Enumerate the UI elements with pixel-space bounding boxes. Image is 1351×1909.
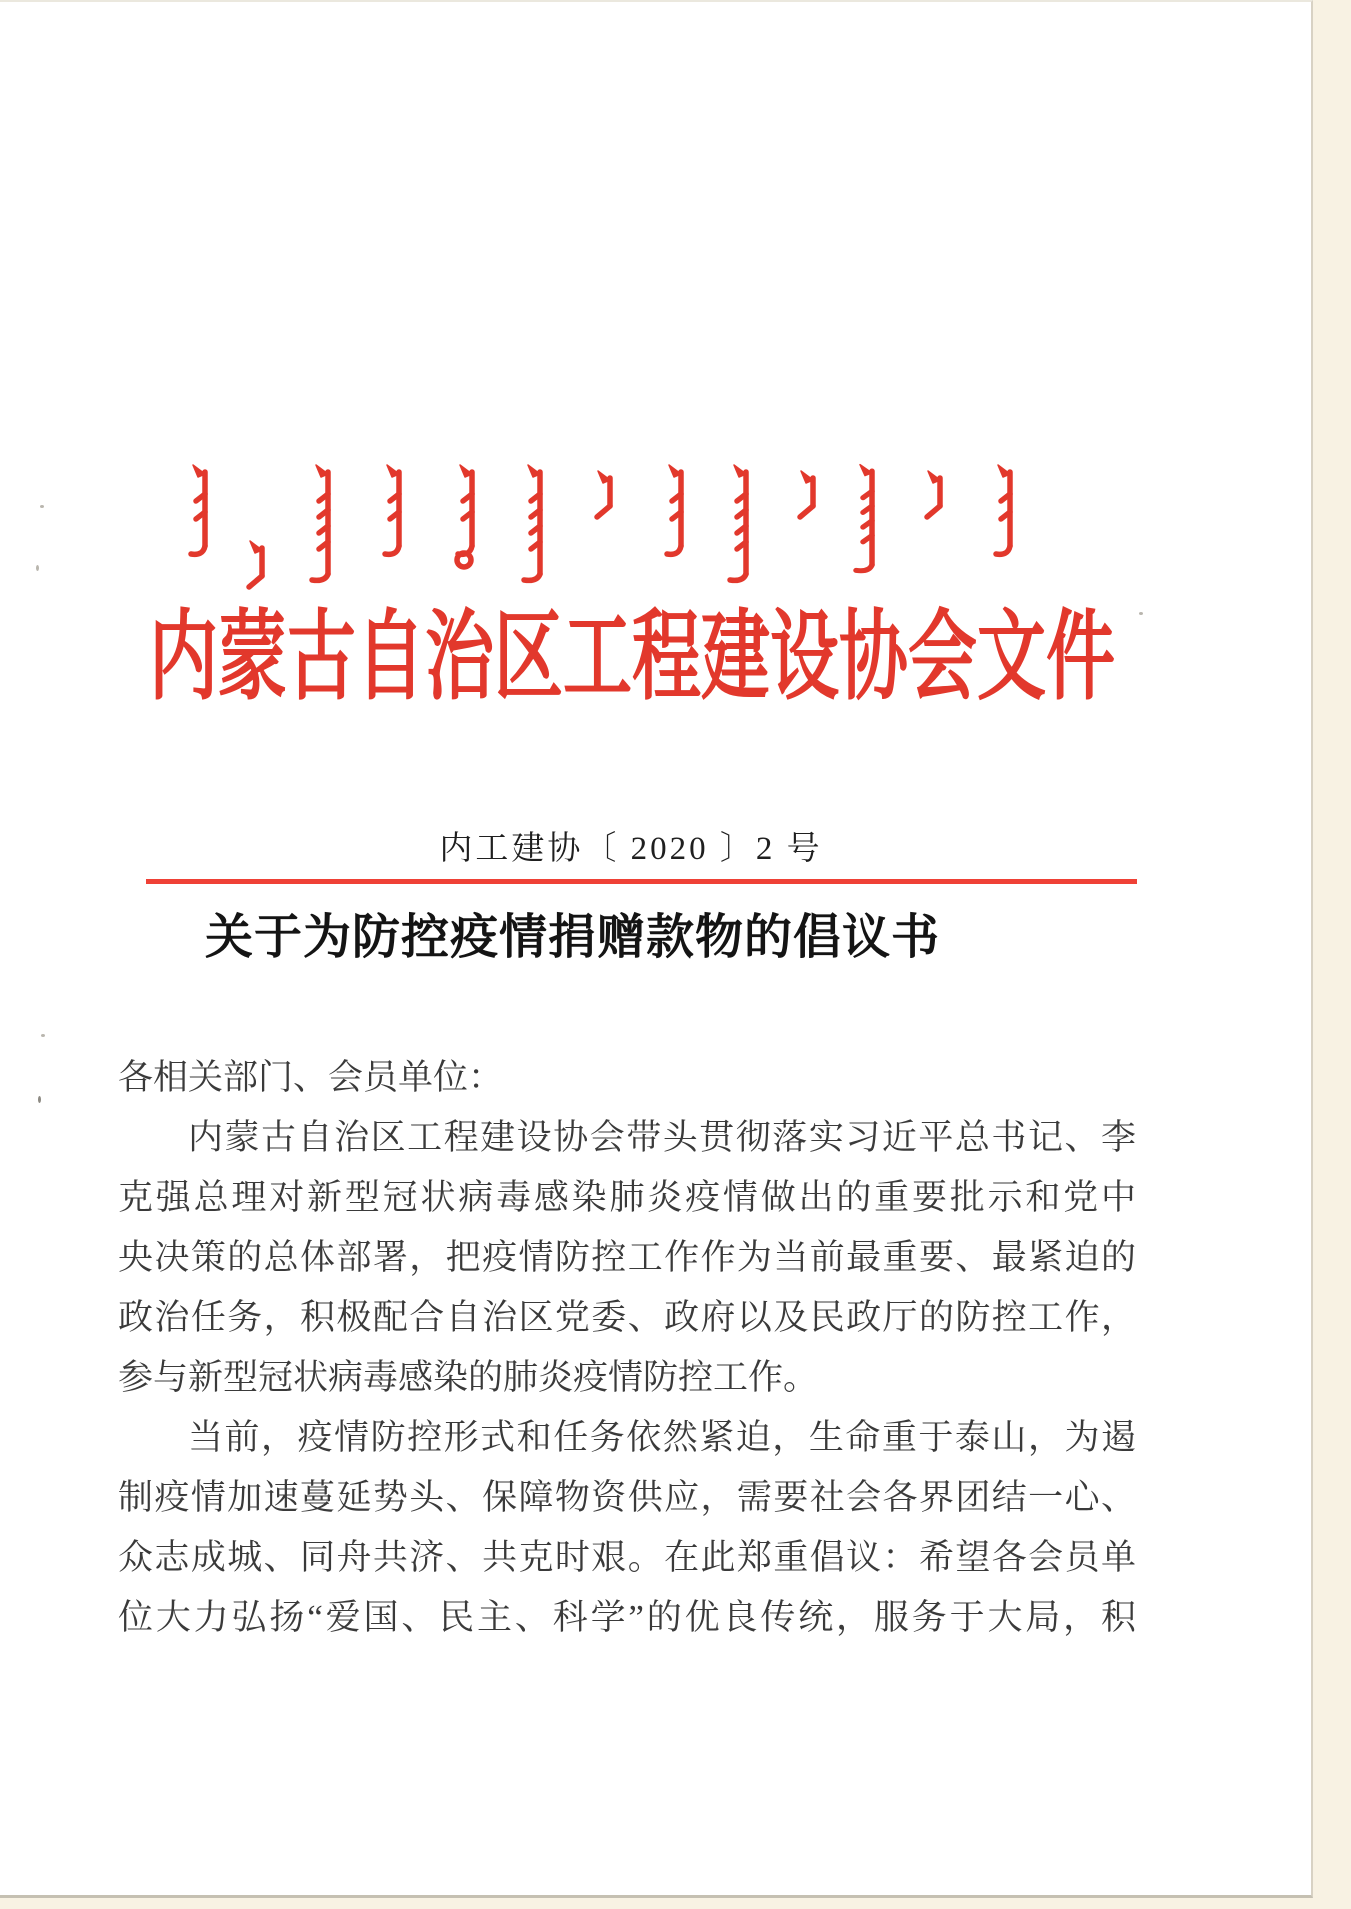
scan-speck: [41, 1034, 45, 1037]
red-separator-line: [146, 879, 1137, 884]
scan-speck: [38, 1096, 41, 1103]
body-line: 政治任务，积极配合自治区党委、政府以及民政厅的防控工作，: [118, 1298, 1136, 1337]
scan-speck: [1139, 612, 1143, 615]
body-line: 央决策的总体部署，把疫情防控工作作为当前最重要、最紧迫的: [118, 1238, 1136, 1277]
body-line: 克强总理对新型冠状病毒感染肺炎疫情做出的重要批示和党中: [118, 1178, 1136, 1217]
doc-number: 内工建协〔 2020 〕2 号: [439, 831, 823, 867]
notice-body: [118, 1048, 1136, 1648]
org-title: 内蒙古自治区工程建设协会文件: [149, 603, 1115, 712]
body-line: 制疫情加速蔓延势头、保障物资供应，需要社会各界团结一心、: [118, 1478, 1136, 1517]
body-line: 参与新型冠状病毒感染的肺炎疫情防控工作。: [118, 1358, 819, 1397]
body-line: 位大力弘扬“爱国、民主、科学”的优良传统，服务于大局，积: [118, 1598, 1136, 1637]
salutation: 各相关部门、会员单位：: [118, 1058, 504, 1097]
body-line: 众志成城、同舟共济、共克时艰。在此郑重倡议：希望各会员单: [118, 1538, 1136, 1577]
scan-speck: [40, 505, 44, 508]
scan-speck: [36, 565, 39, 571]
notice-title: 关于为防控疫情捐赠款物的倡议书: [205, 911, 941, 964]
mongolian-script-header: [158, 460, 1058, 595]
body-line: 内蒙古自治区工程建设协会带头贯彻落实习近平总书记、李: [188, 1118, 1136, 1157]
body-line: 当前，疫情防控形式和任务依然紧迫，生命重于泰山，为遏: [188, 1418, 1136, 1457]
